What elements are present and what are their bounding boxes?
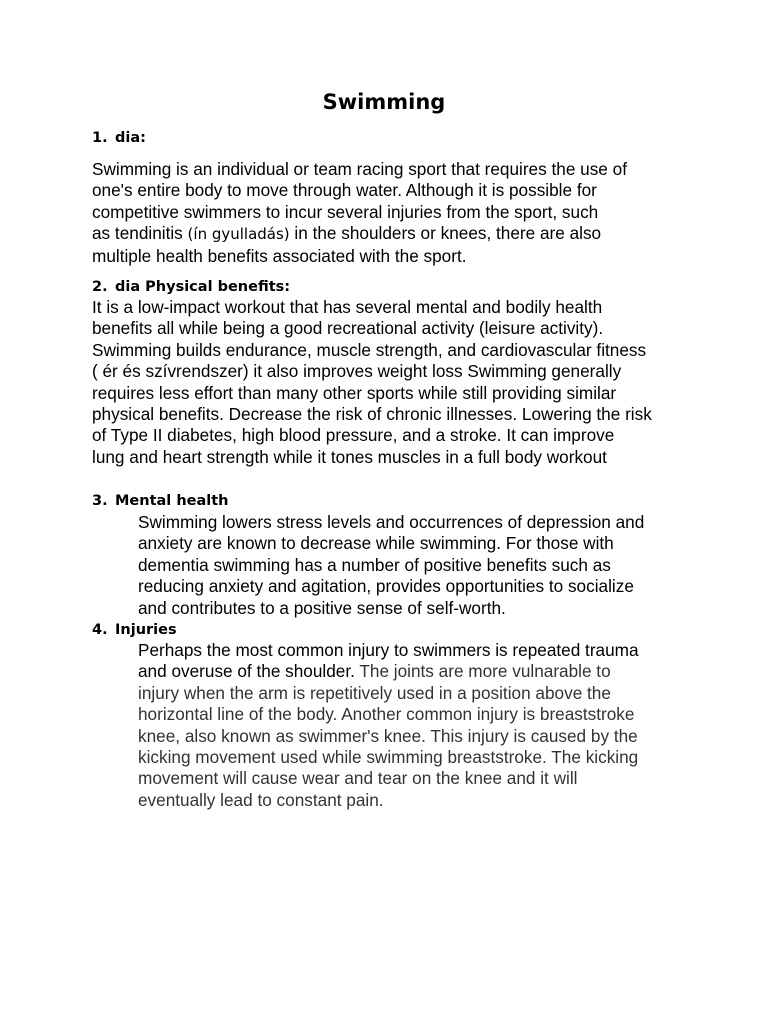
paragraph-line: and contributes to a positive sense of self-worth. [138, 597, 506, 618]
section-heading-text: Mental health [115, 493, 229, 509]
paragraph-text: and overuse of the shoulder. [138, 661, 355, 682]
section-heading-injuries [92, 620, 177, 640]
paragraph-line: dementia swimming has a number of positive benefits such as [138, 554, 611, 575]
section-heading-intro [92, 128, 146, 148]
paragraph-line: requires less effort than many other sports while still providing similar [92, 382, 617, 403]
paragraph-line: multiple health benefits associated with the sport. [92, 245, 467, 266]
paragraph-line: Swimming lowers stress levels and occurrences of depression and [138, 512, 645, 532]
section-number: 3. [92, 493, 108, 509]
paragraph-line: It is a low-impact workout that has several mental and bodily health [92, 297, 603, 317]
section-number: 1. [92, 130, 108, 146]
paragraph-line: competitive swimmers to incur several injuries from the sport, such [92, 201, 599, 222]
paragraph-line: kicking movement used while swimming breaststroke. The kicking [138, 747, 639, 768]
section-heading-mental-health [92, 491, 229, 511]
paragraph-line: Swimming is an individual or team racing sport that requires the use of [92, 159, 627, 179]
section-heading-physical-benefits [92, 277, 290, 297]
paragraph-line: injury when the arm is repetitively used in a position above the [138, 682, 611, 703]
paragraph-line [138, 661, 639, 682]
section-paragraph-injuries [138, 640, 639, 811]
section-heading-text: dia Physical benefits: [115, 279, 291, 295]
paragraph-line: physical benefits. Decrease the risk of chronic illnesses. Lowering the risk [92, 404, 652, 425]
paragraph-line: reducing anxiety and agitation, provides opportunities to socialize [138, 576, 634, 597]
paragraph-text: The joints are more vulnarable to [354, 661, 611, 682]
paragraph-line: lung and heart strength while it tones muscles in a full body workout [92, 446, 607, 467]
document-title: Swimming [322, 90, 446, 114]
paragraph-line: knee, also known as swimmer's knee. This injury is caused by the [138, 725, 638, 746]
paragraph-line [92, 223, 627, 245]
paragraph-line: Perhaps the most common injury to swimmers is repeated trauma [138, 640, 639, 660]
paragraph-line: Swimming builds endurance, muscle strength, and cardiovascular fitness [92, 339, 647, 360]
section-number: 4. [92, 622, 108, 638]
paragraph-line: eventually lead to constant pain. [138, 789, 384, 810]
section-paragraph-physical-benefits [92, 297, 652, 468]
paragraph-text: in the shoulders or knees, there are also [289, 223, 602, 244]
paragraph-line: anxiety are known to decrease while swimming. For those with [138, 533, 614, 554]
paragraph-line: benefits all while being a good recreational activity (leisure activity). [92, 318, 604, 339]
section-number: 2. [92, 279, 108, 295]
section-heading-text: dia: [115, 130, 146, 146]
paragraph-line: ( ér és szívrendszer) it also improves weight loss Swimming generally [92, 361, 622, 382]
hungarian-gloss: (ín gyulladás) [187, 225, 290, 244]
paragraph-text: as tendinitis [92, 223, 188, 244]
paragraph-line: of Type II diabetes, high blood pressure, and a stroke. It can improve [92, 425, 615, 446]
section-paragraph-intro [92, 159, 627, 267]
section-paragraph-mental-health [138, 512, 644, 619]
paragraph-line: horizontal line of the body. Another common injury is breaststroke [138, 704, 635, 725]
section-heading-text: Injuries [115, 622, 177, 638]
paragraph-line: one's entire body to move through water. Although it is possible for [92, 180, 597, 201]
paragraph-line: movement will cause wear and tear on the knee and it will [138, 768, 578, 789]
